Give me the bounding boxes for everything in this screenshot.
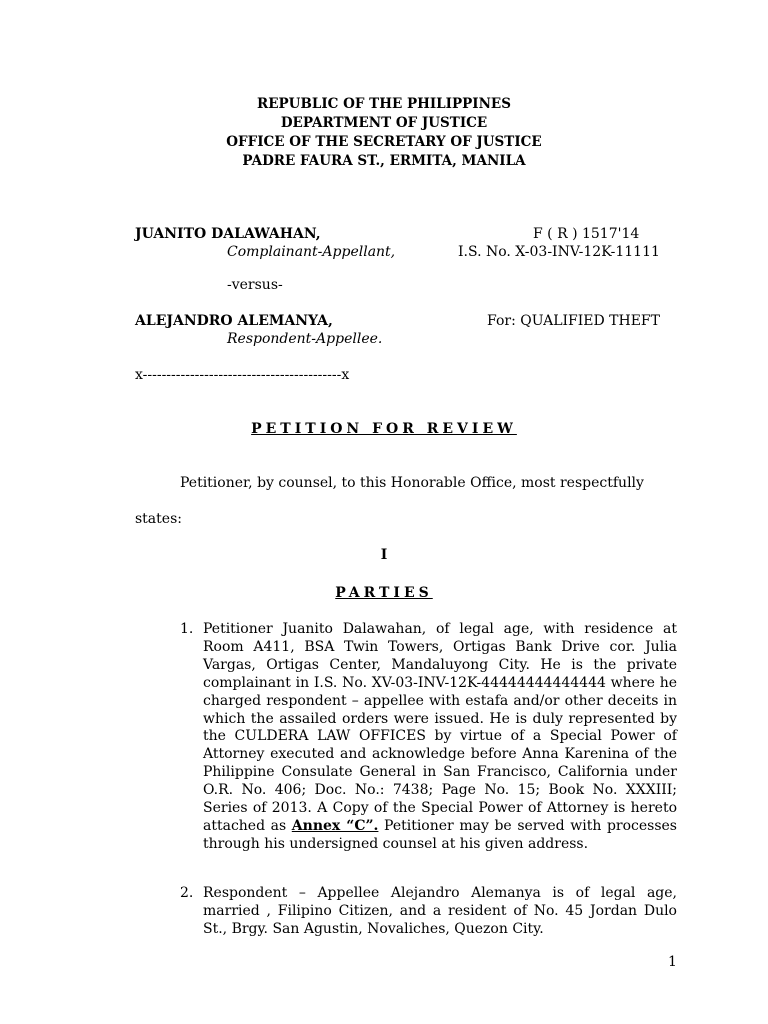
respondent-role: Respondent-Appellee. — [227, 331, 383, 347]
intro-line-1: Petitioner, by counsel, to this Honorable Office, most respectfully — [180, 475, 644, 491]
item-2-paragraph: Respondent – Appellee Alejandro Alemanya is of legal age, married , Filipino Citizen, and a resident of No. 45 Jordan Dulo St., Brgy. San Agustin, Novaliches, Quezon City. — [203, 885, 677, 937]
item-1-text-end: Petitioner may be served with processes through his undersigned counsel at his given address. — [203, 817, 677, 852]
document-title: PETITION FOR REVIEW — [251, 421, 517, 437]
header-department: DEPARTMENT OF JUSTICE — [280, 115, 488, 131]
item-2-number: 2. — [180, 885, 194, 901]
section-heading: PARTIES — [335, 585, 433, 601]
page-number: 1 — [668, 954, 677, 970]
complainant-role: Complainant-Appellant, — [227, 244, 396, 260]
complainant-name: JUANITO DALAWAHAN, — [135, 226, 321, 242]
intro-line-2: states: — [135, 511, 182, 527]
header-office: OFFICE OF THE SECRETARY OF JUSTICE — [226, 134, 542, 150]
section-number: I — [380, 547, 388, 563]
charge-label: For: QUALIFIED THEFT — [487, 313, 660, 329]
caption-divider: x------------------------------------------x — [135, 367, 350, 383]
case-reference: F ( R ) 1517'14 — [533, 226, 640, 242]
respondent-name: ALEJANDRO ALEMANYA, — [135, 313, 333, 329]
header-address: PADRE FAURA ST., ERMITA, MANILA — [242, 153, 526, 169]
item-1-text: Petitioner Juanito Dalawahan, of legal age, with residence at Room A411, BSA Twin Towers, Ortigas Bank Drive cor. Julia Vargas, Ortigas Center, Mandaluyong City. He is the private complainant in I.S. No. XV-03-INV-12K-44444444444444 where he charged respondent – appellee with estafa and/or other deceits in which the assailed orders were issued. He is duly represented by the CULDERA LAW OFFICES by virtue of a Special Power of Attorney executed and acknowledge before Anna Karenina of the Philippine Consulate General in San Francisco, California under O.R. No. 406; Doc. No.: 7438; Page No. 15; Book No. XXXIII; Series of 2013. A Copy of the Special Power of Attorney is hereto attached as — [203, 621, 677, 834]
item-1-number: 1. — [180, 621, 194, 637]
annex-reference: Annex “C”. — [291, 817, 379, 834]
item-1-paragraph — [203, 621, 677, 854]
is-number: I.S. No. X-03-INV-12K-11111 — [458, 244, 660, 260]
versus-label: -versus- — [227, 277, 283, 293]
header-republic: REPUBLIC OF THE PHILIPPINES — [257, 96, 511, 112]
